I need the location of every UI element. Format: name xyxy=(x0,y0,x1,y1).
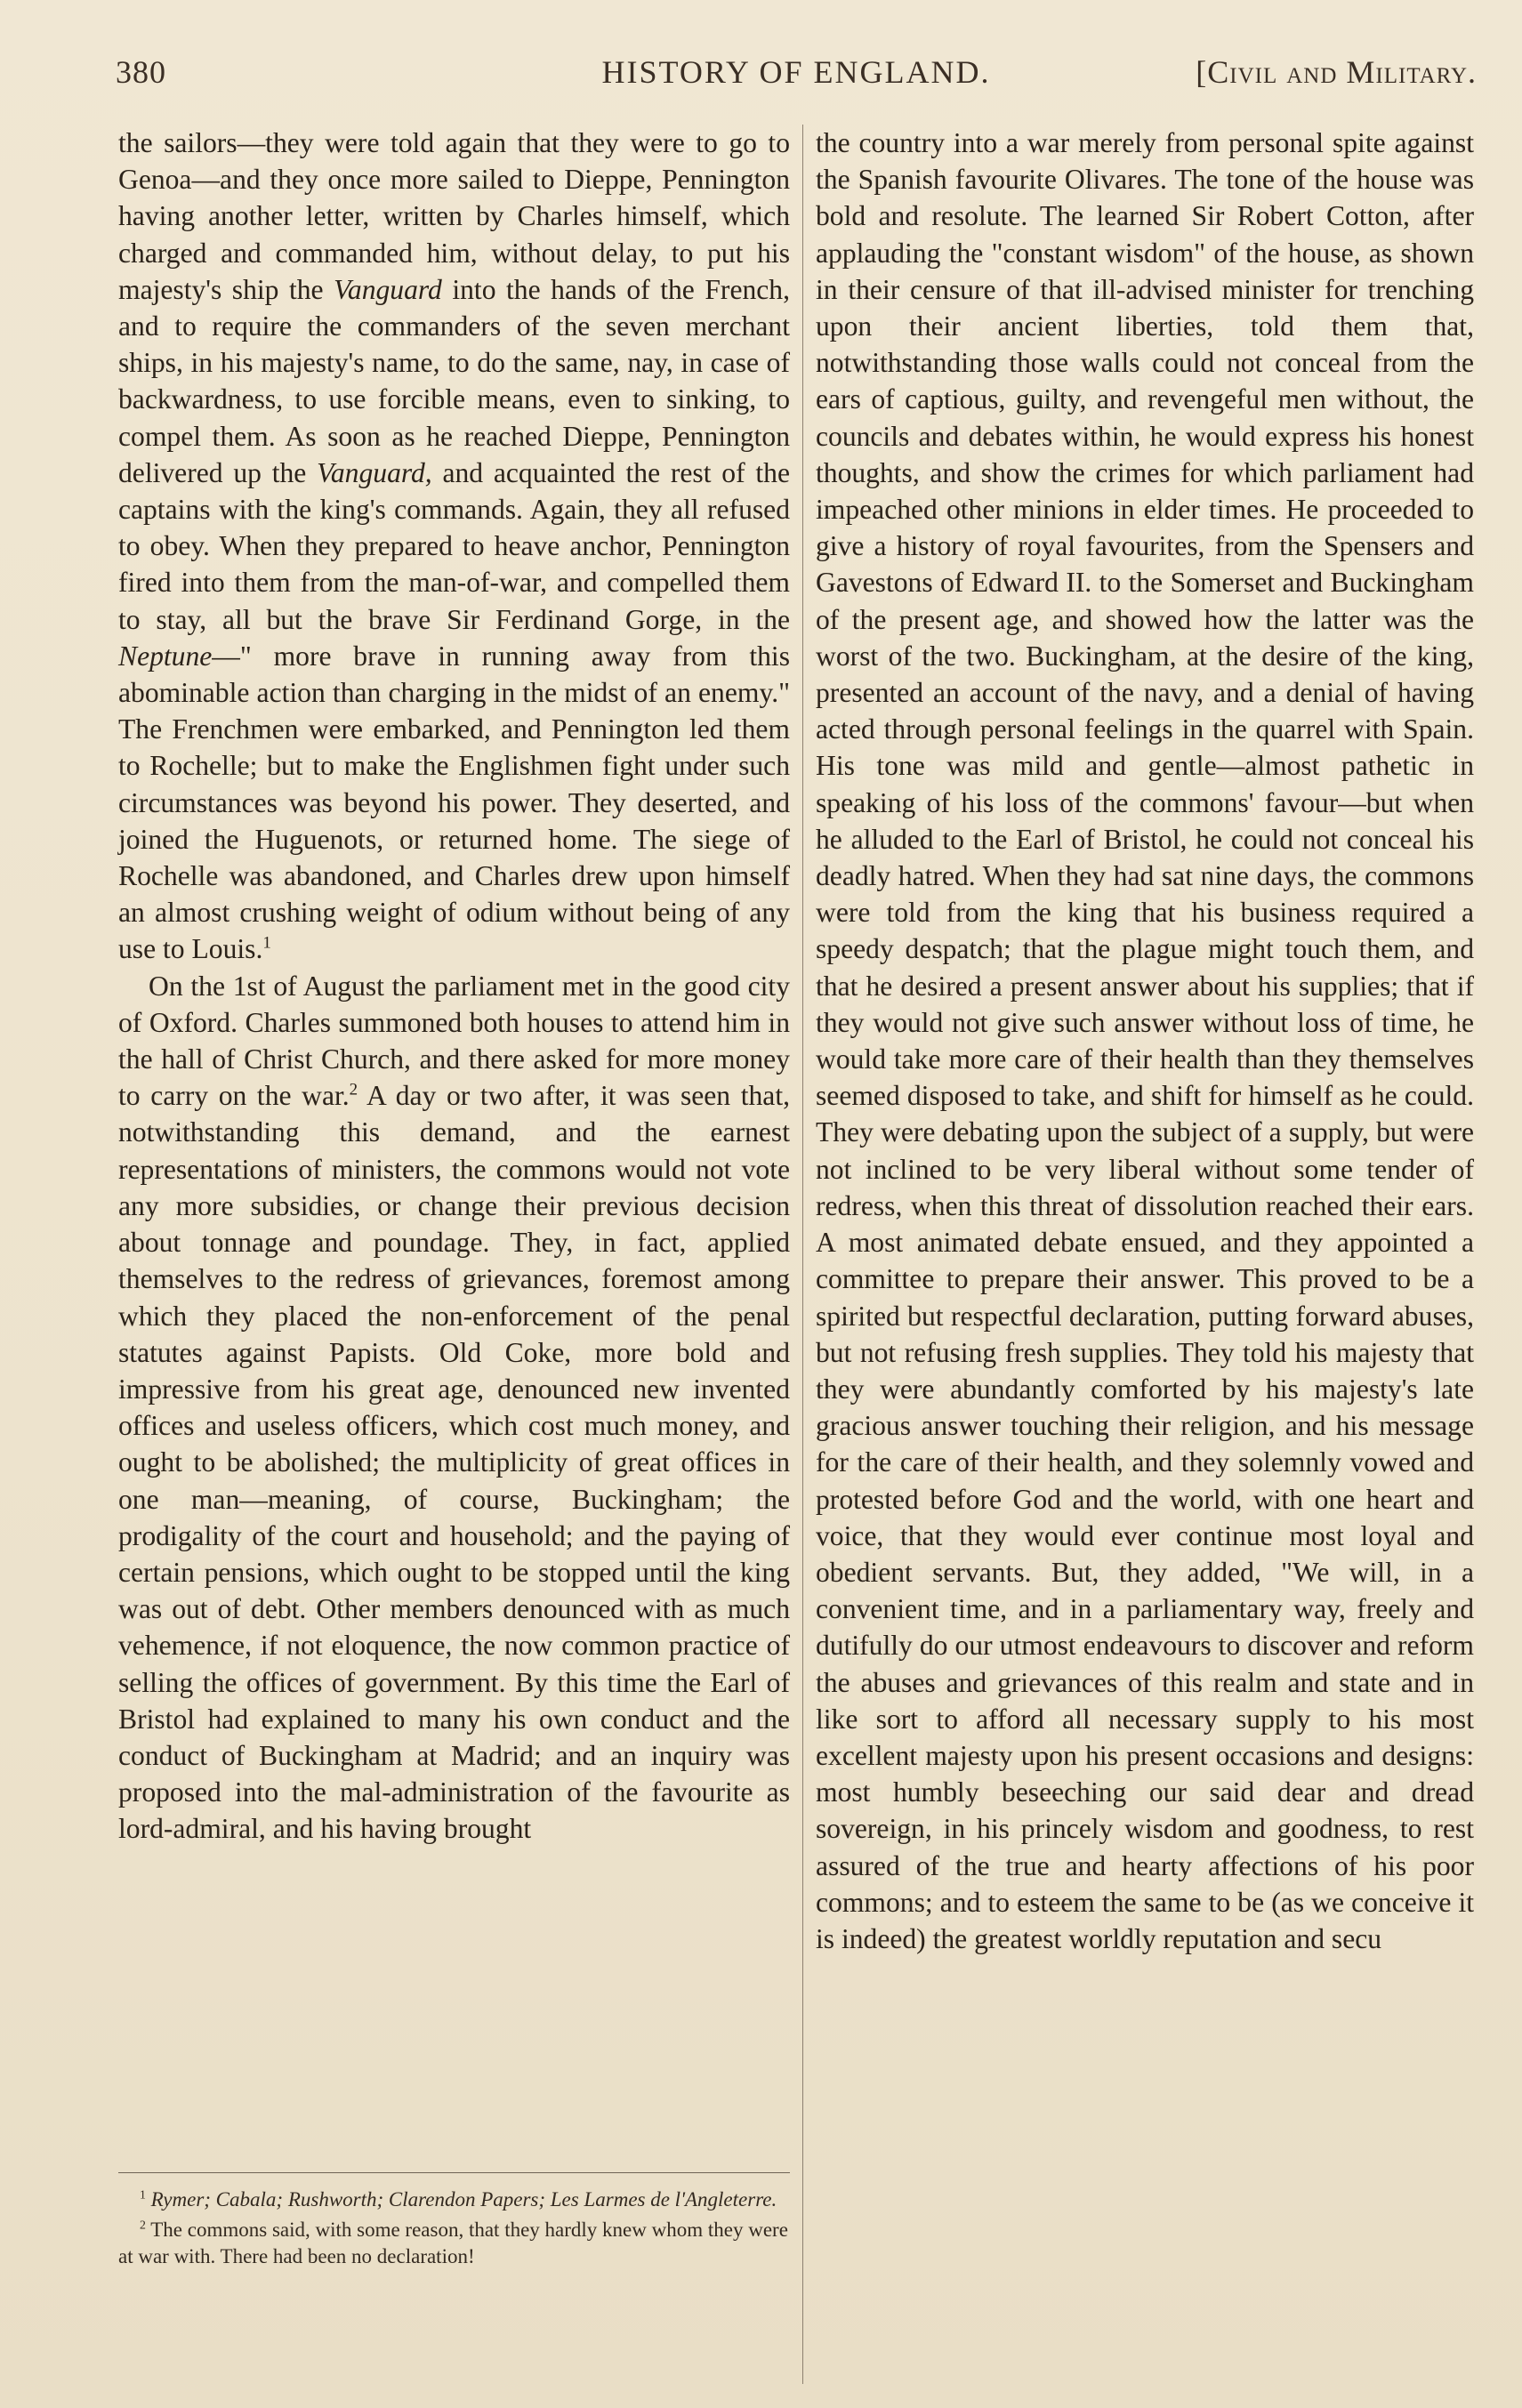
right-paragraph-1: the country into a war merely from personal spite against the Spanish favourite Olivares. The tone of the house was bold and resolute. The learned Sir Robert Cotton, after applauding the "constant wisdom" of the house, as shown in their censure of that ill-advised minister for trenching upon their ancient liberties, told them that, notwithstanding those walls could not conceal from the ears of captious, guilty, and revengeful men without, the councils and debates within, he would express his honest thoughts, and show the crimes for which parliament had impeached other minions in elder times. He proceeded to give a history of royal favourites, from the Spensers and Gavestons of Edward II. to the Somerset and Buckingham of the present age, and showed how the latter was the worst of the two. Buckingham, at the desire of the king, presented an account of the navy, and a denial of having acted through personal feelings in the quarrel with Spain. His tone was mild and gentle—almost pathetic in speaking of his loss of the commons' favour—but when he alluded to the Earl of Bristol, he could not conceal his deadly hatred. When they had sat nine days, the commons were told from the king that his business required a speedy despatch; that the plague might touch them, and that he desired a present answer about his supplies; that if they would not give such answer without loss of time, he would take more care of their health than they themselves seemed disposed to take, and shift for himself as he could. They were debating upon the subject of a supply, but were not inclined to be very liberal without some tender of redress, when this threat of dissolution reached their ears. A most animated debate ensued, and they appointed a committee to prepare their answer. This proved to be a spirited but respectful declaration, putting forward abuses, but not refusing fresh supplies. They told his majesty that they were abundantly comforted by his majesty's late gracious answer touching their religion, and his message for the care of their health, and they solemnly vowed and protested before God and the world, with one heart and voice, that they would ever continue most loyal and obedient servants. But, they added, "We will, in a convenient time, and in a parliamentary way, freely and dutifully do our utmost endeavours to discover and reform the abuses and grievances of this realm and state and in like sort to afford all necessary supply to his most excellent majesty upon his present occasions and designs: most humbly beseeching our said dear and dread sovereign, in his princely wisdom and goodness, to rest assured of the true and hearty affections of his poor commons; and to esteem the same to be (as we conceive it is indeed) the greatest worldly reputation and secu xyxy=(816,127,1474,1954)
column-divider xyxy=(802,125,803,2384)
left-paragraph-2: On the 1st of August the parliament met in the good city of Oxford. Charles summoned both houses to attend him in the hall of Christ Church, and there asked for more money to carry on the war.$^2$ A day or two after, it was seen that, notwithstanding this demand, and the earnest representations of ministers, the commons would not vote any more subsidies, or change their previous decision about tonnage and poundage. They, in fact, applied themselves to the redress of grievances, foremost among which they placed the non-enforcement of the penal statutes against Papists. Old Coke, more bold and impressive from his great age, denounced new invented offices and useless officers, which cost much money, and ought to be abolished; the multiplicity of great offices in one man—meaning, of course, Buckingham; the prodigality of the court and household; and the paying of certain pensions, which ought to be stopped until the king was out of debt. Other members denounced with as much vehemence, if not eloquence, the now common practice of selling the offices of government. By this time the Earl of Bristol had explained to many his own conduct and the conduct of Buckingham at Madrid; and an inquiry was proposed into the mal-administration of the favourite as lord-admiral, and his having brought xyxy=(118,970,790,1845)
ship-name: Neptune xyxy=(118,640,213,672)
footnote-1: $^1$ Rymer; Cabala; Rushworth; Clarendon Papers; Les Larmes de l'Angleterre. xyxy=(140,2187,777,2211)
footnote-ref-1: 1 xyxy=(262,933,271,953)
page-number: 380 xyxy=(116,54,166,90)
footnotes xyxy=(118,2187,790,2274)
page-header xyxy=(116,53,1477,107)
section-label: [Civil and Military. xyxy=(1196,54,1477,90)
running-title: HISTORY OF ENGLAND. xyxy=(601,54,991,90)
footnote-ref-2: 2 xyxy=(349,1080,358,1099)
ship-name: Vanguard, xyxy=(317,456,432,488)
footnote-rule xyxy=(118,2172,790,2173)
left-column xyxy=(118,125,790,2144)
right-column xyxy=(816,125,1474,2384)
footnote-2: $^2$ The commons said, with some reason, that they hardly knew whom they were at war with. There had been no declaration! xyxy=(118,2218,788,2267)
left-paragraph-1: the sailors—they were told again that they were to go to Genoa—and they once more sailed to Dieppe, Pennington having another letter, written by Charles himself, which charged and commanded him, without delay, to put his majesty's ship the Vanguard into the hands of the French, and to require the commanders of the seven merchant ships, in his majesty's name, to do the same, nay, in case of backwardness, to use forcible means, even to sinking, to compel them. As soon as he reached Dieppe, Pennington delivered up the Vanguard, and acquainted the rest of the captains with the king's commands. Again, they all refused to obey. When they prepared to heave anchor, Pennington fired into them from the man-of-war, and compelled them to stay, all but the brave Sir Ferdinand Gorge, in the Neptune—" more brave in running away from this abominable action than charging in the midst of an enemy." The Frenchmen were embarked, and Pennington led them to Rochelle; but to make the Englishmen fight under such circumstances was beyond his power. They deserted, and joined the Huguenots, or returned home. The siege of Rochelle was abandoned, and Charles drew upon himself an almost crushing weight of odium without being of any use to Louis.$^1$ xyxy=(118,127,790,965)
ship-name: Vanguard xyxy=(334,273,442,305)
